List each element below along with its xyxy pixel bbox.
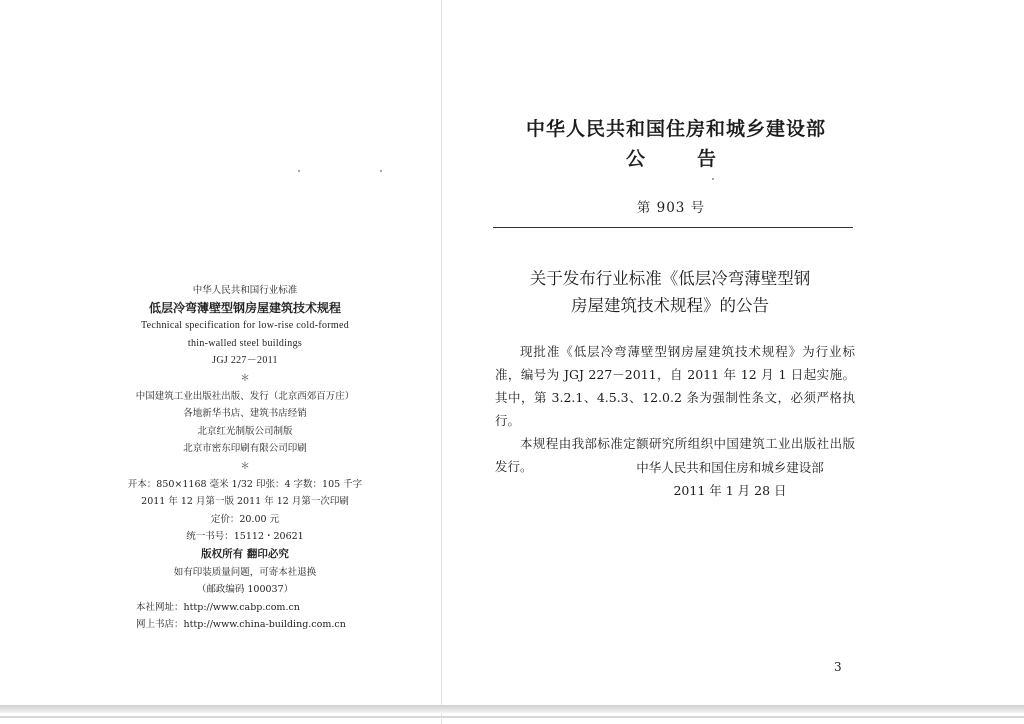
copyright-title: 低层冷弯薄壁型钢房屋建筑技术规程 (148, 300, 341, 315)
copyright-line: 开本：850×1168 毫米 1/32 印张：4 字数：105 千字 (127, 478, 363, 490)
copyright-line: 2011 年 12 月第一版 2011 年 12 月第一次印刷 (141, 496, 349, 508)
copyright-line: 北京红光制版公司制版 (197, 425, 293, 437)
scan-speck (380, 170, 382, 172)
body-paragraph: 现批准《低层冷弯薄壁型钢房屋建筑技术规程》为行业标准，编号为 JGJ 227－2011，自 2011 年 12 月 1 日起实施。其中，第 3.2.1、4.5.3、12.0.2 条为强制性条文，必须严格执行。 (495, 344, 855, 428)
signature-block (610, 456, 850, 502)
ministry-heading: 中华人民共和国住房和城乡建设部 (526, 118, 827, 140)
online-bookstore: 网上书店：http://www.china-building.com.cn (136, 619, 346, 631)
title-line: 房屋建筑技术规程》的公告 (571, 296, 769, 315)
scan-edge (0, 705, 1024, 713)
copyright-page (100, 282, 390, 634)
copyright-separator: ＊ (240, 372, 250, 384)
announcement-title (500, 265, 840, 319)
copyright-line: 北京市密东印刷有限公司印刷 (183, 443, 307, 455)
page-number: 3 (834, 660, 842, 674)
copyright-line: 中华人民共和国行业标准 (192, 285, 298, 296)
body-paragraph: 本规程由我部标准定额研究所组织中国建筑工业出版社出版发行。 (495, 436, 855, 474)
announcement-heading: 公告 (625, 148, 768, 170)
signature-date: 2011 年 1 月 28 日 (673, 483, 787, 498)
copyright-separator: ＊ (240, 460, 250, 472)
copyright-line: 中国建筑工业出版社出版、发行（北京西郊百万庄） (135, 390, 355, 402)
copyright-english-title-cont: thin-walled steel buildings (187, 337, 303, 349)
publisher-website: 本社网址：http://www.cabp.com.cn (136, 601, 300, 613)
scan-speck (298, 170, 300, 172)
copyright-postcode: （邮政编码 100037） (196, 584, 294, 596)
copyright-line: 各地新华书店、建筑书店经销 (183, 408, 307, 420)
title-line: 关于发布行业标准《低层冷弯薄壁型钢 (529, 269, 811, 288)
scan-edge (0, 716, 1024, 718)
signature-ministry: 中华人民共和国住房和城乡建设部 (636, 460, 824, 475)
announcement-number: 第 903 号 (636, 200, 706, 216)
copyright-rights: 版权所有 翻印必究 (201, 547, 289, 560)
copyright-price: 定价：20.00 元 (210, 513, 280, 525)
heading-rule (493, 227, 853, 228)
page-gutter (441, 0, 442, 724)
copyright-line: 如有印装质量问题，可寄本社退换 (173, 566, 317, 578)
copyright-code: JGJ 227－2011 (212, 355, 278, 367)
scan-speck (712, 178, 714, 180)
copyright-isbn: 统一书号：15112・20621 (186, 531, 304, 543)
copyright-english-title: Technical specification for low-rise cold-formed (140, 320, 350, 332)
